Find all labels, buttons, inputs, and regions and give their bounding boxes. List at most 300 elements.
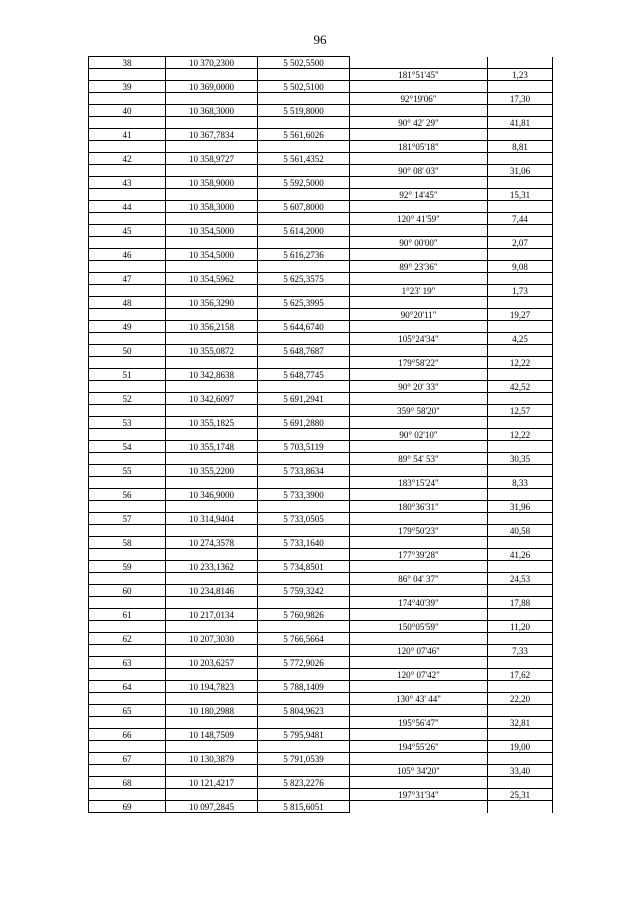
distance-cell: 12,22 <box>488 357 553 369</box>
direction-angle-cell: 181°05'18" <box>350 141 488 153</box>
direction-angle-cell: 90° 02'10" <box>350 429 488 441</box>
y-coordinate-cell: 5 625,3575 <box>258 273 350 285</box>
empty-cell <box>166 69 258 81</box>
empty-cell <box>258 717 350 729</box>
empty-cell <box>89 69 166 81</box>
empty-cell <box>350 57 488 69</box>
y-coordinate-cell: 5 625,3995 <box>258 297 350 309</box>
segment-row <box>89 621 553 633</box>
empty-cell <box>350 345 488 357</box>
empty-cell <box>89 141 166 153</box>
point-number-cell: 62 <box>89 633 166 645</box>
empty-cell <box>258 357 350 369</box>
empty-cell <box>166 357 258 369</box>
empty-cell <box>166 525 258 537</box>
y-coordinate-cell: 5 691,2880 <box>258 417 350 429</box>
y-coordinate-cell: 5 733,8634 <box>258 465 350 477</box>
point-row <box>89 465 553 477</box>
direction-angle-cell: 179°58'22" <box>350 357 488 369</box>
empty-cell <box>488 609 553 621</box>
empty-cell <box>488 681 553 693</box>
distance-cell: 32,81 <box>488 717 553 729</box>
x-coordinate-cell: 10 180,2988 <box>166 705 258 717</box>
x-coordinate-cell: 10 121,4217 <box>166 777 258 789</box>
empty-cell <box>350 657 488 669</box>
empty-cell <box>258 189 350 201</box>
segment-row <box>89 237 553 249</box>
empty-cell <box>488 105 553 117</box>
direction-angle-cell: 90° 00'00" <box>350 237 488 249</box>
empty-cell <box>89 237 166 249</box>
empty-cell <box>350 489 488 501</box>
empty-cell <box>166 213 258 225</box>
point-row <box>89 537 553 549</box>
point-row <box>89 321 553 333</box>
direction-angle-cell: 197°31'34" <box>350 789 488 801</box>
empty-cell <box>350 81 488 93</box>
empty-cell <box>350 705 488 717</box>
point-number-cell: 63 <box>89 657 166 669</box>
direction-angle-cell: 194°55'26" <box>350 741 488 753</box>
empty-cell <box>166 789 258 801</box>
empty-cell <box>166 165 258 177</box>
point-row <box>89 585 553 597</box>
point-number-cell: 39 <box>89 81 166 93</box>
empty-cell <box>488 201 553 213</box>
point-number-cell: 55 <box>89 465 166 477</box>
segment-row <box>89 765 553 777</box>
empty-cell <box>350 225 488 237</box>
empty-cell <box>350 369 488 381</box>
point-number-cell: 52 <box>89 393 166 405</box>
empty-cell <box>350 585 488 597</box>
x-coordinate-cell: 10 314,9404 <box>166 513 258 525</box>
direction-angle-cell: 179°50'23" <box>350 525 488 537</box>
empty-cell <box>350 633 488 645</box>
distance-cell: 17,62 <box>488 669 553 681</box>
y-coordinate-cell: 5 502,5100 <box>258 81 350 93</box>
empty-cell <box>488 561 553 573</box>
point-number-cell: 40 <box>89 105 166 117</box>
empty-cell <box>89 189 166 201</box>
y-coordinate-cell: 5 648,7687 <box>258 345 350 357</box>
empty-cell <box>488 705 553 717</box>
empty-cell <box>488 273 553 285</box>
segment-row <box>89 189 553 201</box>
y-coordinate-cell: 5 766,5664 <box>258 633 350 645</box>
empty-cell <box>258 693 350 705</box>
empty-cell <box>350 393 488 405</box>
empty-cell <box>258 453 350 465</box>
segment-row <box>89 717 553 729</box>
empty-cell <box>488 225 553 237</box>
segment-row <box>89 789 553 801</box>
empty-cell <box>488 297 553 309</box>
distance-cell: 24,53 <box>488 573 553 585</box>
empty-cell <box>89 357 166 369</box>
segment-row <box>89 285 553 297</box>
empty-cell <box>89 165 166 177</box>
empty-cell <box>488 777 553 789</box>
empty-cell <box>258 477 350 489</box>
empty-cell <box>488 729 553 741</box>
point-row <box>89 201 553 213</box>
y-coordinate-cell: 5 804,9623 <box>258 705 350 717</box>
distance-cell: 1,73 <box>488 285 553 297</box>
distance-cell: 42,52 <box>488 381 553 393</box>
segment-row <box>89 381 553 393</box>
empty-cell <box>89 429 166 441</box>
y-coordinate-cell: 5 644,6740 <box>258 321 350 333</box>
x-coordinate-cell: 10 354,5962 <box>166 273 258 285</box>
point-row <box>89 441 553 453</box>
distance-cell: 40,58 <box>488 525 553 537</box>
empty-cell <box>89 621 166 633</box>
point-row <box>89 297 553 309</box>
empty-cell <box>488 513 553 525</box>
empty-cell <box>258 621 350 633</box>
direction-angle-cell: 92° 14'45" <box>350 189 488 201</box>
segment-row <box>89 549 553 561</box>
empty-cell <box>350 609 488 621</box>
segment-row <box>89 309 553 321</box>
empty-cell <box>89 573 166 585</box>
empty-cell <box>488 753 553 765</box>
empty-cell <box>488 393 553 405</box>
direction-angle-cell: 174°40'39" <box>350 597 488 609</box>
empty-cell <box>258 261 350 273</box>
point-row <box>89 417 553 429</box>
empty-cell <box>258 573 350 585</box>
point-number-cell: 47 <box>89 273 166 285</box>
empty-cell <box>488 249 553 261</box>
empty-cell <box>89 597 166 609</box>
empty-cell <box>166 477 258 489</box>
empty-cell <box>258 741 350 753</box>
empty-cell <box>258 69 350 81</box>
point-row <box>89 177 553 189</box>
empty-cell <box>89 549 166 561</box>
distance-cell: 7,33 <box>488 645 553 657</box>
y-coordinate-cell: 5 614,2000 <box>258 225 350 237</box>
empty-cell <box>89 309 166 321</box>
point-number-cell: 43 <box>89 177 166 189</box>
empty-cell <box>350 273 488 285</box>
point-number-cell: 49 <box>89 321 166 333</box>
distance-cell: 33,40 <box>488 765 553 777</box>
empty-cell <box>258 237 350 249</box>
point-row <box>89 273 553 285</box>
page-number: 96 <box>313 32 327 47</box>
point-row <box>89 609 553 621</box>
empty-cell <box>488 129 553 141</box>
x-coordinate-cell: 10 203,6257 <box>166 657 258 669</box>
segment-row <box>89 453 553 465</box>
point-row <box>89 777 553 789</box>
direction-angle-cell: 105° 34'20" <box>350 765 488 777</box>
segment-row <box>89 69 553 81</box>
empty-cell <box>258 789 350 801</box>
point-row <box>89 153 553 165</box>
empty-cell <box>166 501 258 513</box>
empty-cell <box>488 441 553 453</box>
point-row <box>89 345 553 357</box>
direction-angle-cell: 89° 23'36" <box>350 261 488 273</box>
distance-cell: 25,31 <box>488 789 553 801</box>
segment-row <box>89 213 553 225</box>
empty-cell <box>488 345 553 357</box>
x-coordinate-cell: 10 346,9000 <box>166 489 258 501</box>
empty-cell <box>89 405 166 417</box>
empty-cell <box>258 93 350 105</box>
empty-cell <box>89 525 166 537</box>
empty-cell <box>166 429 258 441</box>
empty-cell <box>166 333 258 345</box>
x-coordinate-cell: 10 358,9000 <box>166 177 258 189</box>
direction-angle-cell: 90°20'11" <box>350 309 488 321</box>
x-coordinate-cell: 10 097,2845 <box>166 801 258 813</box>
point-row <box>89 489 553 501</box>
x-coordinate-cell: 10 355,2200 <box>166 465 258 477</box>
empty-cell <box>89 693 166 705</box>
empty-cell <box>258 141 350 153</box>
y-coordinate-cell: 5 703,5119 <box>258 441 350 453</box>
empty-cell <box>488 153 553 165</box>
x-coordinate-cell: 10 355,0872 <box>166 345 258 357</box>
point-number-cell: 65 <box>89 705 166 717</box>
x-coordinate-cell: 10 274,3578 <box>166 537 258 549</box>
empty-cell <box>488 321 553 333</box>
empty-cell <box>350 249 488 261</box>
empty-cell <box>258 381 350 393</box>
empty-cell <box>89 477 166 489</box>
direction-angle-cell: 359° 58'20" <box>350 405 488 417</box>
distance-cell: 19,27 <box>488 309 553 321</box>
point-number-cell: 57 <box>89 513 166 525</box>
point-row <box>89 225 553 237</box>
segment-row <box>89 165 553 177</box>
x-coordinate-cell: 10 367,7834 <box>166 129 258 141</box>
segment-row <box>89 501 553 513</box>
x-coordinate-cell: 10 369,0000 <box>166 81 258 93</box>
segment-row <box>89 597 553 609</box>
x-coordinate-cell: 10 355,1825 <box>166 417 258 429</box>
empty-cell <box>166 453 258 465</box>
x-coordinate-cell: 10 194,7823 <box>166 681 258 693</box>
empty-cell <box>488 177 553 189</box>
point-row <box>89 705 553 717</box>
empty-cell <box>166 549 258 561</box>
point-row <box>89 81 553 93</box>
direction-angle-cell: 89° 54' 53" <box>350 453 488 465</box>
point-number-cell: 69 <box>89 801 166 813</box>
direction-angle-cell: 120° 07'46" <box>350 645 488 657</box>
empty-cell <box>166 693 258 705</box>
empty-cell <box>89 717 166 729</box>
empty-cell <box>488 657 553 669</box>
empty-cell <box>89 501 166 513</box>
y-coordinate-cell: 5 795,9481 <box>258 729 350 741</box>
distance-cell: 4,25 <box>488 333 553 345</box>
segment-row <box>89 477 553 489</box>
empty-cell <box>350 153 488 165</box>
segment-row <box>89 645 553 657</box>
point-row <box>89 753 553 765</box>
empty-cell <box>258 117 350 129</box>
point-number-cell: 50 <box>89 345 166 357</box>
empty-cell <box>350 417 488 429</box>
direction-angle-cell: 90° 08' 03" <box>350 165 488 177</box>
point-row <box>89 633 553 645</box>
empty-cell <box>258 765 350 777</box>
direction-angle-cell: 130° 43' 44" <box>350 693 488 705</box>
empty-cell <box>166 741 258 753</box>
segment-row <box>89 741 553 753</box>
point-number-cell: 60 <box>89 585 166 597</box>
distance-cell: 22,20 <box>488 693 553 705</box>
empty-cell <box>166 597 258 609</box>
y-coordinate-cell: 5 823,2276 <box>258 777 350 789</box>
distance-cell: 12,22 <box>488 429 553 441</box>
point-number-cell: 51 <box>89 369 166 381</box>
distance-cell: 12,57 <box>488 405 553 417</box>
empty-cell <box>350 105 488 117</box>
x-coordinate-cell: 10 217,0134 <box>166 609 258 621</box>
empty-cell <box>89 93 166 105</box>
y-coordinate-cell: 5 648,7745 <box>258 369 350 381</box>
distance-cell: 41,81 <box>488 117 553 129</box>
direction-angle-cell: 105°24'34" <box>350 333 488 345</box>
empty-cell <box>89 645 166 657</box>
point-row <box>89 681 553 693</box>
empty-cell <box>89 741 166 753</box>
point-number-cell: 42 <box>89 153 166 165</box>
point-number-cell: 54 <box>89 441 166 453</box>
empty-cell <box>350 681 488 693</box>
x-coordinate-cell: 10 342,8638 <box>166 369 258 381</box>
y-coordinate-cell: 5 502,5500 <box>258 57 350 69</box>
empty-cell <box>89 285 166 297</box>
empty-cell <box>488 417 553 429</box>
point-row <box>89 129 553 141</box>
empty-cell <box>350 201 488 213</box>
point-row <box>89 57 553 69</box>
point-number-cell: 61 <box>89 609 166 621</box>
point-number-cell: 48 <box>89 297 166 309</box>
y-coordinate-cell: 5 607,8000 <box>258 201 350 213</box>
y-coordinate-cell: 5 815,6051 <box>258 801 350 813</box>
distance-cell: 8,33 <box>488 477 553 489</box>
distance-cell: 7,44 <box>488 213 553 225</box>
direction-angle-cell: 90° 20' 33" <box>350 381 488 393</box>
empty-cell <box>89 453 166 465</box>
segment-row <box>89 573 553 585</box>
empty-cell <box>350 177 488 189</box>
empty-cell <box>350 321 488 333</box>
point-row <box>89 513 553 525</box>
x-coordinate-cell: 10 358,9727 <box>166 153 258 165</box>
empty-cell <box>488 369 553 381</box>
empty-cell <box>166 93 258 105</box>
distance-cell: 17,88 <box>488 597 553 609</box>
point-number-cell: 38 <box>89 57 166 69</box>
point-number-cell: 56 <box>89 489 166 501</box>
x-coordinate-cell: 10 342,6097 <box>166 393 258 405</box>
point-row <box>89 801 553 813</box>
empty-cell <box>166 405 258 417</box>
direction-angle-cell: 92°19'06" <box>350 93 488 105</box>
y-coordinate-cell: 5 519,8000 <box>258 105 350 117</box>
empty-cell <box>258 165 350 177</box>
direction-angle-cell: 120° 07'42" <box>350 669 488 681</box>
empty-cell <box>166 309 258 321</box>
direction-angle-cell: 183°15'24" <box>350 477 488 489</box>
distance-cell: 31,96 <box>488 501 553 513</box>
empty-cell <box>89 669 166 681</box>
empty-cell <box>166 573 258 585</box>
coordinates-table <box>88 56 553 813</box>
point-number-cell: 41 <box>89 129 166 141</box>
point-number-cell: 66 <box>89 729 166 741</box>
empty-cell <box>350 513 488 525</box>
empty-cell <box>166 117 258 129</box>
empty-cell <box>258 549 350 561</box>
segment-row <box>89 141 553 153</box>
point-row <box>89 369 553 381</box>
empty-cell <box>350 561 488 573</box>
distance-cell: 2,07 <box>488 237 553 249</box>
empty-cell <box>350 441 488 453</box>
y-coordinate-cell: 5 788,1409 <box>258 681 350 693</box>
x-coordinate-cell: 10 233,1362 <box>166 561 258 573</box>
empty-cell <box>488 489 553 501</box>
segment-row <box>89 525 553 537</box>
point-number-cell: 59 <box>89 561 166 573</box>
empty-cell <box>350 729 488 741</box>
y-coordinate-cell: 5 791,0539 <box>258 753 350 765</box>
y-coordinate-cell: 5 772,9026 <box>258 657 350 669</box>
x-coordinate-cell: 10 356,3290 <box>166 297 258 309</box>
distance-cell: 19,00 <box>488 741 553 753</box>
point-row <box>89 729 553 741</box>
direction-angle-cell: 86° 04' 37" <box>350 573 488 585</box>
y-coordinate-cell: 5 592,5000 <box>258 177 350 189</box>
point-number-cell: 68 <box>89 777 166 789</box>
empty-cell <box>89 765 166 777</box>
distance-cell: 11,20 <box>488 621 553 633</box>
empty-cell <box>166 141 258 153</box>
distance-cell: 30,35 <box>488 453 553 465</box>
empty-cell <box>488 537 553 549</box>
x-coordinate-cell: 10 207,3030 <box>166 633 258 645</box>
point-number-cell: 46 <box>89 249 166 261</box>
x-coordinate-cell: 10 355,1748 <box>166 441 258 453</box>
empty-cell <box>258 309 350 321</box>
empty-cell <box>488 465 553 477</box>
empty-cell <box>350 753 488 765</box>
segment-row <box>89 693 553 705</box>
x-coordinate-cell: 10 368,3000 <box>166 105 258 117</box>
x-coordinate-cell: 10 354,5000 <box>166 225 258 237</box>
x-coordinate-cell: 10 130,3879 <box>166 753 258 765</box>
y-coordinate-cell: 5 733,1640 <box>258 537 350 549</box>
empty-cell <box>350 537 488 549</box>
empty-cell <box>350 465 488 477</box>
empty-cell <box>166 237 258 249</box>
direction-angle-cell: 120° 41'59" <box>350 213 488 225</box>
point-number-cell: 44 <box>89 201 166 213</box>
segment-row <box>89 117 553 129</box>
